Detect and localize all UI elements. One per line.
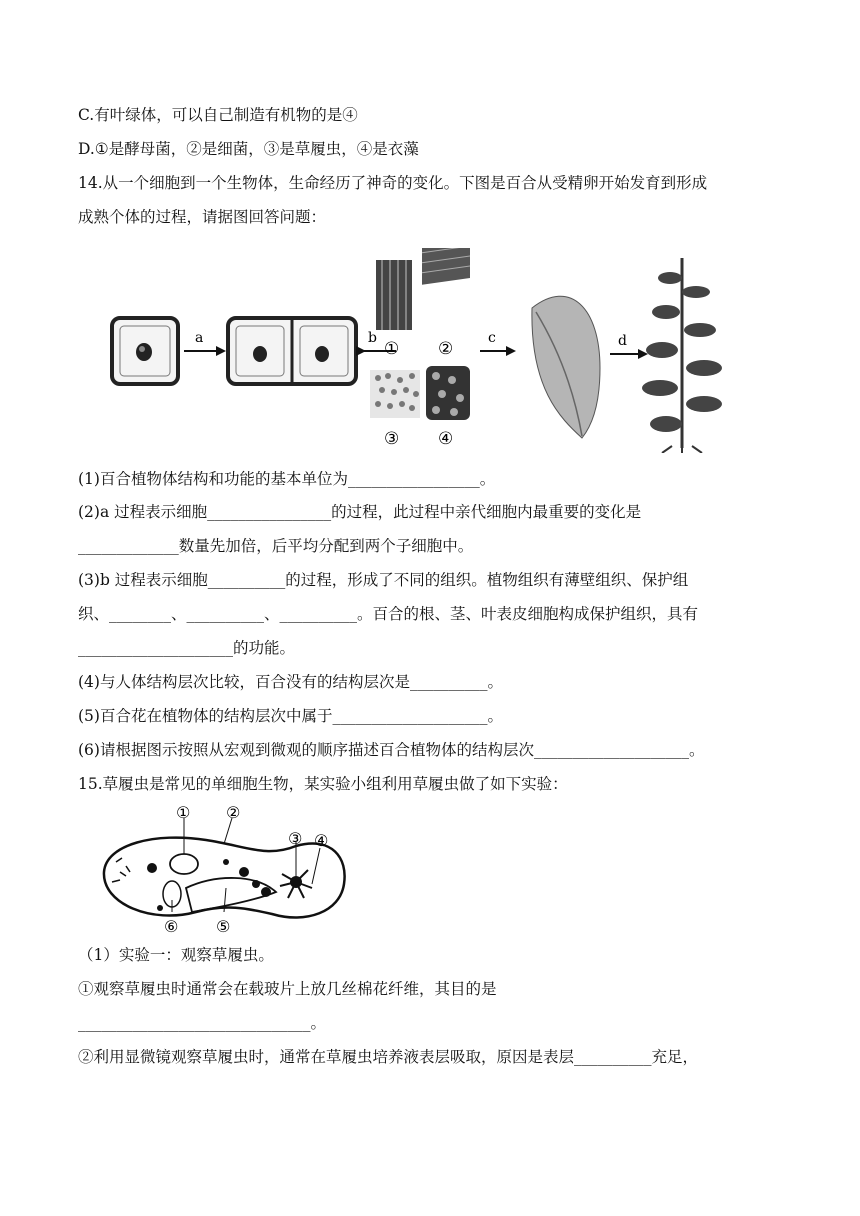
q14-part3-cont: 织、________、__________、__________。百合的根、茎、叶表皮细胞构成保护组织，具有 xyxy=(78,605,699,623)
question-14-stem: 14.从一个细胞到一个生物体，生命经历了神奇的变化。下图是百合从受精卵开始发育到形成 xyxy=(78,174,708,192)
q15-part1-item1: ①观察草履虫时通常会在载玻片上放几丝棉花纤维，其目的是 xyxy=(78,980,497,998)
q14-part3: (3)b 过程表示细胞__________的过程，形成了不同的组织。植物组织有薄壁组织、保护组 xyxy=(78,571,689,589)
q14-part2: (2)a 过程表示细胞________________的过程，此过程中亲代细胞内最重要的变化是 xyxy=(78,503,642,521)
arrow-d xyxy=(610,333,648,359)
tissue-1 xyxy=(376,260,412,359)
label-6: ⑥ xyxy=(164,917,179,935)
q14-part2-cont: _____________数量先加倍，后平均分配到两个子细胞中。 xyxy=(78,537,474,555)
arrow-a xyxy=(184,330,226,356)
two-daughter-cells xyxy=(228,318,356,384)
svg-text:①: ① xyxy=(384,339,400,359)
arrow-c xyxy=(480,330,516,356)
option-c: C.有叶绿体，可以自己制造有机物的是④ xyxy=(78,106,358,124)
tissue-4 xyxy=(426,366,470,449)
lily-development-figure xyxy=(100,248,740,453)
q14-part3-cont2: ____________________的功能。 xyxy=(78,639,296,657)
q15-part1-item2: ②利用显微镜观察草履虫时，通常在草履虫培养液表层吸取，原因是表层__________充足， xyxy=(78,1048,699,1066)
q14-part6: (6)请根据图示按照从宏观到微观的顺序描述百合植物体的结构层次____________________。 xyxy=(78,741,705,759)
question-15-stem: 15.草履虫是常见的单细胞生物，某实验小组利用草履虫做了如下实验： xyxy=(78,775,568,793)
svg-text:④: ④ xyxy=(438,429,454,449)
label-4: ④ xyxy=(314,831,329,850)
label-5: ⑤ xyxy=(216,917,231,935)
q15-part1-item1-blank: ______________________________。 xyxy=(78,1014,327,1032)
svg-text:b: b xyxy=(368,330,377,346)
option-d: D.①是酵母菌，②是细菌，③是草履虫，④是衣藻 xyxy=(78,140,419,158)
svg-text:②: ② xyxy=(438,339,454,359)
q14-part5: (5)百合花在植物体的结构层次中属于____________________。 xyxy=(78,707,503,725)
fertilized-egg-cell xyxy=(112,318,178,384)
lily-plant xyxy=(642,258,722,453)
svg-text:d: d xyxy=(618,333,627,349)
tissue-3 xyxy=(370,370,420,449)
macronucleus xyxy=(170,854,198,874)
q14-part4: (4)与人体结构层次比较，百合没有的结构层次是__________。 xyxy=(78,673,503,691)
q15-part1: （1）实验一：观察草履虫。 xyxy=(78,946,274,964)
label-3: ③ xyxy=(288,829,303,848)
tissue-2 xyxy=(422,248,470,359)
paramecium-figure xyxy=(96,800,356,935)
svg-text:a: a xyxy=(195,330,204,346)
svg-text:③: ③ xyxy=(384,429,400,449)
q14-part1: (1)百合植物体结构和功能的基本单位为_________________。 xyxy=(78,470,496,488)
leaf xyxy=(532,296,600,438)
label-1: ① xyxy=(176,803,191,822)
label-2: ② xyxy=(226,803,241,822)
svg-text:c: c xyxy=(488,330,496,346)
question-14-stem-cont: 成熟个体的过程，请据图回答问题： xyxy=(78,208,327,226)
